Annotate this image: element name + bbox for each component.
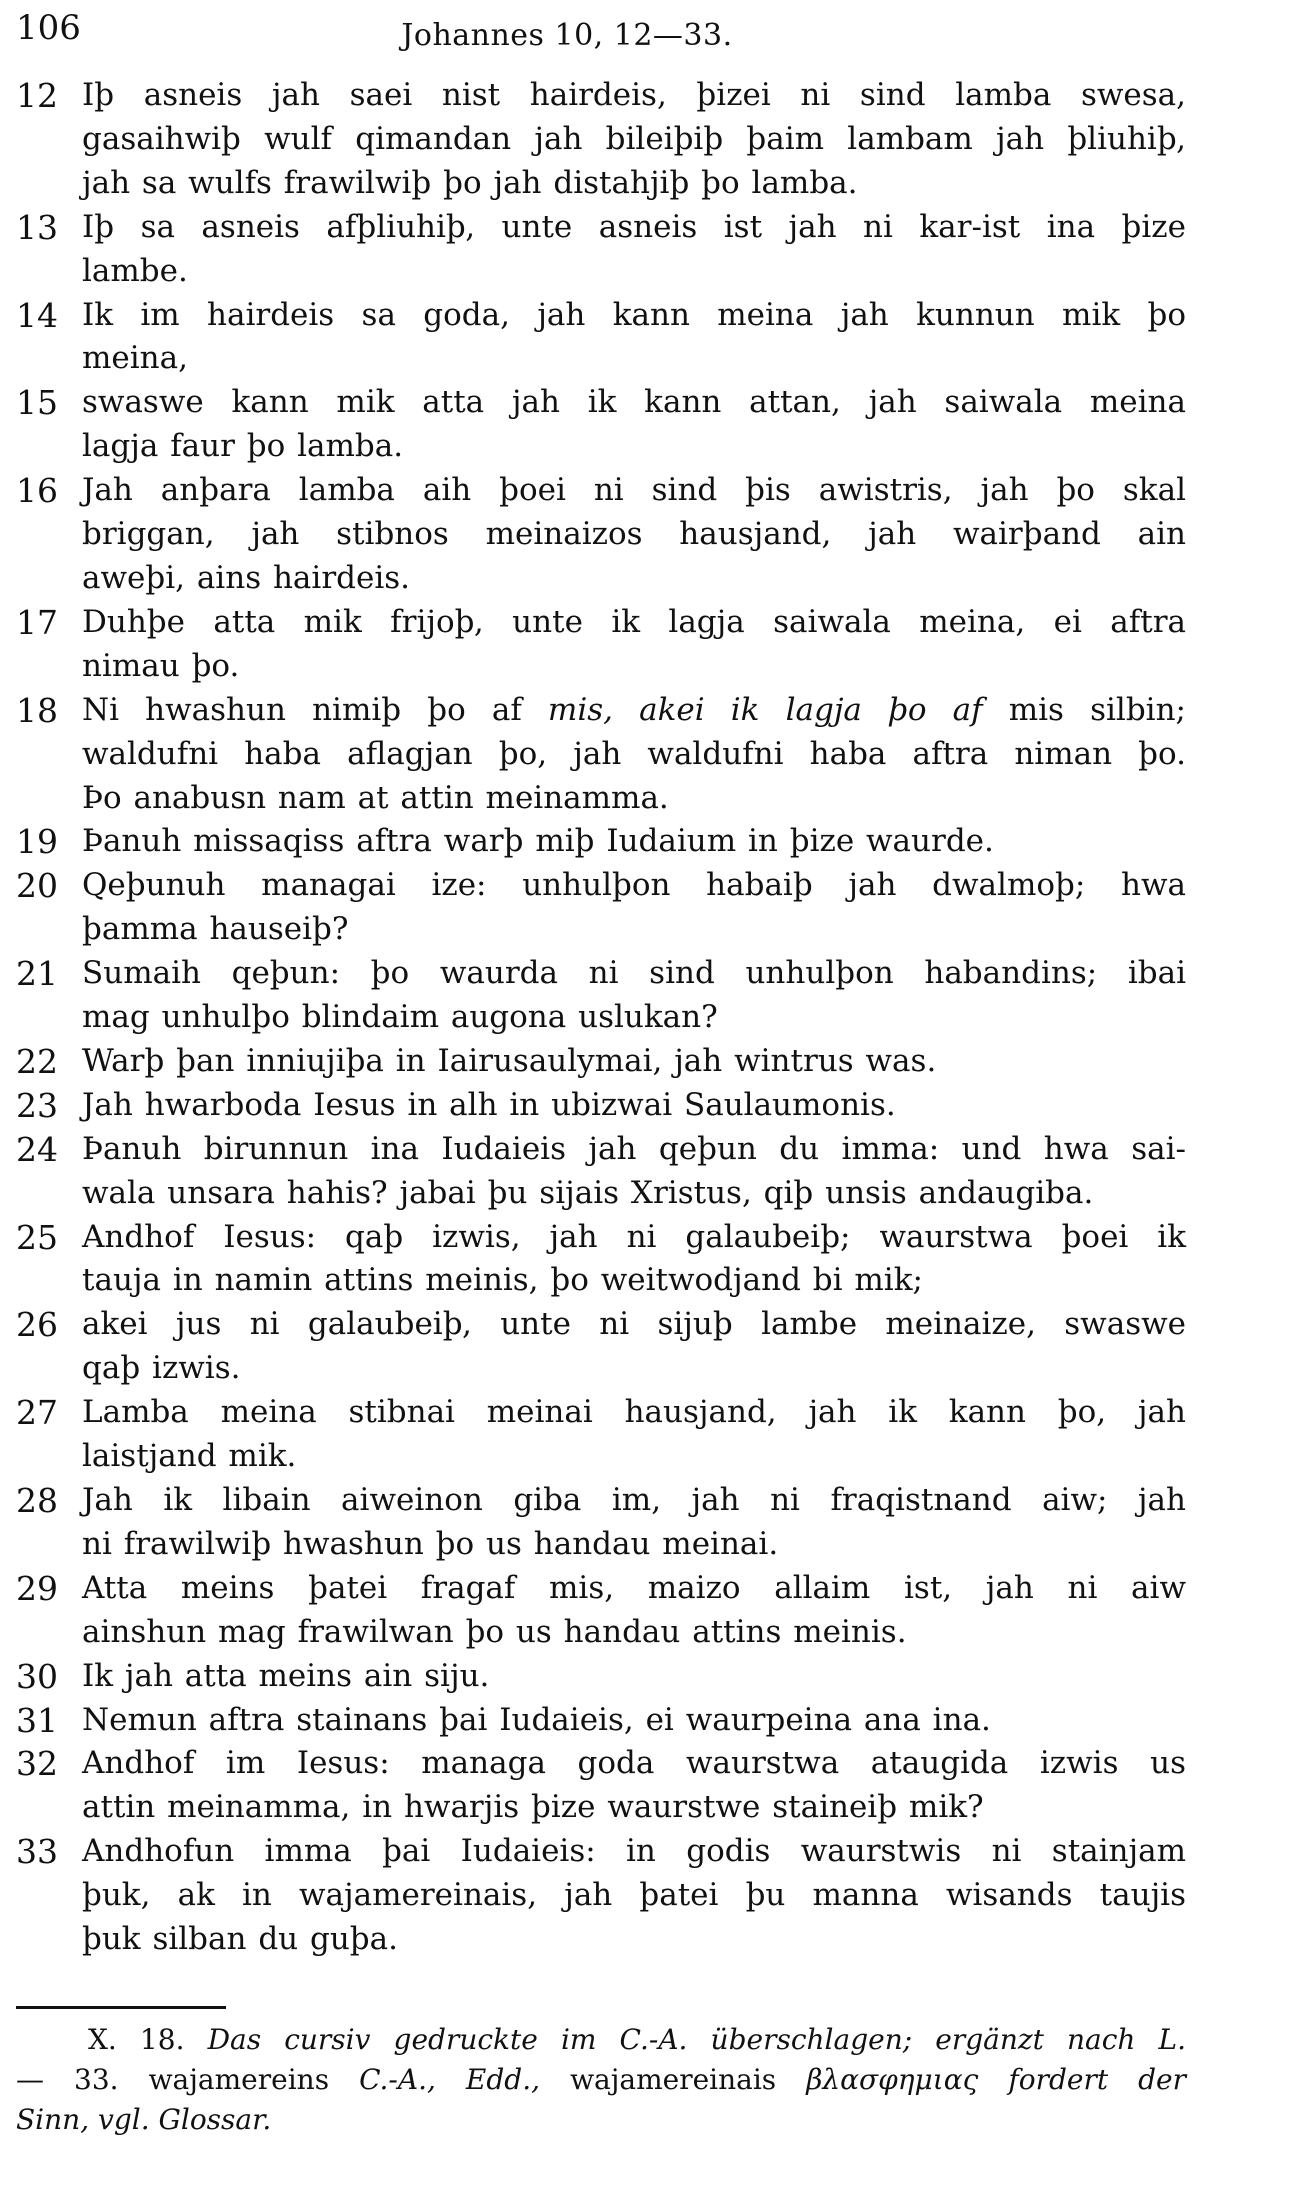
- verse-23: [16, 1084, 1186, 1128]
- verse-line: Atta meins þatei fragaf mis, maizo allaim ist, jah ni aiw: [82, 1569, 1186, 1606]
- verse-number: 14: [16, 295, 58, 335]
- verse-line: Jah hwarboda Iesus in alh in ubizwai Saulaumonis.: [82, 1086, 896, 1123]
- verse-line: aweþi, ains hairdeis.: [82, 559, 411, 596]
- verse-number: 20: [16, 866, 58, 906]
- verse-number: 18: [16, 690, 58, 730]
- verse-number: 28: [16, 1481, 58, 1520]
- verse-line: Iþ asneis jah saei nist hairdeis, þizei ni sind lamba swesa,: [82, 77, 1186, 113]
- verse-line: Þanuh missaqiss aftra warþ miþ Iudaium in þize waurde.: [82, 823, 994, 860]
- verse-text: [82, 1742, 1186, 1830]
- verse-line: jah sa wulfs frawilwiþ þo jah distahjiþ þo lamba.: [82, 164, 858, 201]
- verse-number: 31: [16, 1700, 58, 1740]
- verse-line: Sumaih qeþun: þo waurda ni sind unhulþon habandins; ibai: [82, 955, 1186, 992]
- verse-text: [82, 1128, 1186, 1216]
- verse-number: 30: [16, 1656, 58, 1696]
- verse-15: [16, 381, 1186, 469]
- verse-line: meina,: [82, 340, 188, 377]
- verse-28: [16, 1479, 1186, 1567]
- verse-number: 23: [16, 1085, 58, 1125]
- verse-line: briggan, jah stibnos meinaizos hausjand, jah wairþand ain: [82, 516, 1186, 553]
- verse-line: lambe.: [82, 252, 188, 289]
- verse-text: [82, 1303, 1186, 1391]
- verse-line: Nemun aftra stainans þai Iudaieis, ei waurpeina ana ina.: [82, 1701, 991, 1738]
- italic-supplied-text: mis, akei ik lagja þo af: [547, 691, 983, 728]
- verse-line: Þanuh birunnun ina Iudaieis jah qeþun du imma: und hwa sai-: [82, 1130, 1186, 1167]
- footnote-line: [16, 2100, 1186, 2140]
- verse-text: [82, 1830, 1186, 1962]
- verse-number: 33: [16, 1832, 58, 1872]
- verse-text: [82, 381, 1186, 469]
- verse-line: gasaihwiþ wulf qimandan jah bileiþiþ þaim lambam jah þliuhiþ,: [82, 120, 1186, 157]
- verse-line: Ik jah atta meins ain siju.: [82, 1657, 490, 1694]
- verse-22: [16, 1040, 1186, 1084]
- verse-line: Jah ik libain aiweinon giba im, jah ni fraqistnand aiw; jah: [82, 1482, 1186, 1518]
- verse-number: 12: [16, 76, 58, 115]
- footnotes: [16, 2020, 1186, 2140]
- footnote-italic: C.-A., Edd.,: [359, 2063, 541, 2096]
- running-head: Johannes 10, 12—33.: [401, 18, 733, 53]
- verse-line: Andhof im Iesus: managa goda waurstwa ataugida izwis us: [82, 1745, 1186, 1782]
- verse-text: [82, 1655, 1186, 1699]
- verse-line: ni frawilwiþ hwashun þo us handau meinai.: [82, 1525, 779, 1562]
- footnote-line: X. 18. Das cursiv gedruckte im C.-A. überschlagen; ergänzt nach L.: [88, 2023, 1187, 2056]
- verse-17: [16, 601, 1186, 689]
- verse-line: wala unsara hahis? jabai þu sijais Xristus, qiþ unsis andaugiba.: [82, 1174, 1094, 1211]
- verse-number: 17: [16, 602, 58, 642]
- verse-line: þuk, ak in wajamereinais, jah þatei þu manna wisands taujis: [82, 1877, 1186, 1914]
- verse-line: nimau þo.: [82, 647, 240, 684]
- verse-text: [82, 820, 1186, 864]
- footnote-italic: βλασφημιας fordert der: [806, 2063, 1186, 2096]
- verse-33: [16, 1830, 1186, 1962]
- verse-30: [16, 1655, 1186, 1699]
- verse-number: 15: [16, 383, 58, 423]
- verse-line: Warþ þan inniujiþa in Iairusaulymai, jah wintrus was.: [82, 1042, 937, 1079]
- verse-text: [82, 1084, 1186, 1128]
- verse-line: Ni hwashun nimiþ þo af mis, akei ik lagja þo af mis silbin;: [82, 691, 1186, 728]
- verse-text: [82, 206, 1186, 294]
- verse-text: [82, 952, 1186, 1040]
- verse-line: þuk silban du guþa.: [82, 1921, 398, 1958]
- page-number: 106: [16, 8, 81, 48]
- verse-24: [16, 1128, 1186, 1216]
- verse-32: [16, 1742, 1186, 1830]
- verse-line: þamma hauseiþ?: [82, 911, 349, 948]
- verse-line: Andhof Iesus: qaþ izwis, jah ni galaubeiþ; waurstwa þoei ik: [82, 1218, 1186, 1255]
- verse-text: [82, 469, 1186, 601]
- verse-number: 16: [16, 471, 58, 511]
- verse-number: 21: [16, 954, 58, 994]
- verse-16: [16, 469, 1186, 601]
- verse-13: [16, 206, 1186, 294]
- verse-number: 29: [16, 1568, 58, 1608]
- verse-20: [16, 864, 1186, 952]
- verse-31: [16, 1699, 1186, 1743]
- verse-text: [82, 1216, 1186, 1304]
- verse-line: tauja in namin attins meinis, þo weitwodjand bi mik;: [82, 1262, 923, 1299]
- verse-14: [16, 294, 1186, 382]
- verse-number: 32: [16, 1744, 58, 1784]
- verse-26: [16, 1303, 1186, 1391]
- verse-line: Andhofun imma þai Iudaieis: in godis waurstwis ni stainjam: [82, 1833, 1186, 1870]
- verse-line: qaþ izwis.: [82, 1350, 241, 1387]
- verse-text: [82, 1567, 1186, 1655]
- verse-line: swaswe kann mik atta jah ik kann attan, jah saiwala meina: [82, 384, 1186, 421]
- verse-line: attin meinamma, in hwarjis þize waurstwe staineiþ mik?: [82, 1789, 984, 1826]
- verse-line: akei jus ni galaubeiþ, unte ni sijuþ lambe meinaize, swaswe: [82, 1306, 1186, 1343]
- verse-line: Jah anþara lamba aih þoei ni sind þis awistris, jah þo skal: [82, 472, 1186, 509]
- verse-line: ainshun mag frawilwan þo us handau attins meinis.: [82, 1613, 907, 1650]
- verse-27: [16, 1391, 1186, 1479]
- verse-line: laistjand mik.: [82, 1438, 297, 1475]
- verse-line: waldufni haba aflagjan þo, jah waldufni haba aftra niman þo.: [82, 735, 1186, 772]
- verse-body: [16, 74, 1186, 1962]
- verse-line: Iþ sa asneis afþliuhiþ, unte asneis ist jah ni kar-ist ina þize: [82, 208, 1186, 245]
- verse-text: [82, 1040, 1186, 1084]
- verse-number: 27: [16, 1393, 58, 1433]
- verse-text: [82, 1391, 1186, 1479]
- verse-18: [16, 689, 1186, 821]
- verse-number: 19: [16, 822, 58, 862]
- verse-text: [82, 1699, 1186, 1743]
- verse-text: [82, 864, 1186, 952]
- verse-29: [16, 1567, 1186, 1655]
- verse-number: 25: [16, 1217, 58, 1257]
- verse-line: mag unhulþo blindaim augona uslukan?: [82, 999, 718, 1036]
- verse-number: 13: [16, 207, 58, 247]
- verse-text: [82, 601, 1186, 689]
- verse-text: [82, 689, 1186, 821]
- footnote-italic: Das cursiv gedruckte im C.-A. überschlagen; ergänzt nach L.: [207, 2023, 1187, 2056]
- verse-12: [16, 74, 1186, 206]
- verse-number: 22: [16, 1041, 58, 1081]
- verse-number: 26: [16, 1305, 58, 1345]
- verse-text: [82, 294, 1186, 382]
- footnote-line: — 33. wajamereins C.-A., Edd., wajamereinais βλασφημιας fordert der: [16, 2063, 1186, 2096]
- verse-25: [16, 1216, 1186, 1304]
- verse-number: 24: [16, 1129, 58, 1169]
- verse-21: [16, 952, 1186, 1040]
- verse-line: Ik im hairdeis sa goda, jah kann meina jah kunnun mik þo: [82, 296, 1186, 333]
- verse-line: Duhþe atta mik frijoþ, unte ik lagja saiwala meina, ei aftra: [82, 603, 1186, 640]
- verse-line: Qeþunuh managai ize: unhulþon habaiþ jah dwalmoþ; hwa: [82, 867, 1186, 904]
- verse-19: [16, 820, 1186, 864]
- verse-text: [82, 1479, 1186, 1567]
- verse-text: [82, 74, 1186, 206]
- footnote-rule: [16, 2006, 226, 2009]
- footnote-italic: Sinn, vgl. Glossar.: [16, 2103, 272, 2136]
- verse-line: Lamba meina stibnai meinai hausjand, jah ik kann þo, jah: [82, 1394, 1186, 1431]
- verse-line: Þo anabusn nam at attin meinamma.: [82, 779, 669, 816]
- verse-line: lagja faur þo lamba.: [82, 428, 404, 465]
